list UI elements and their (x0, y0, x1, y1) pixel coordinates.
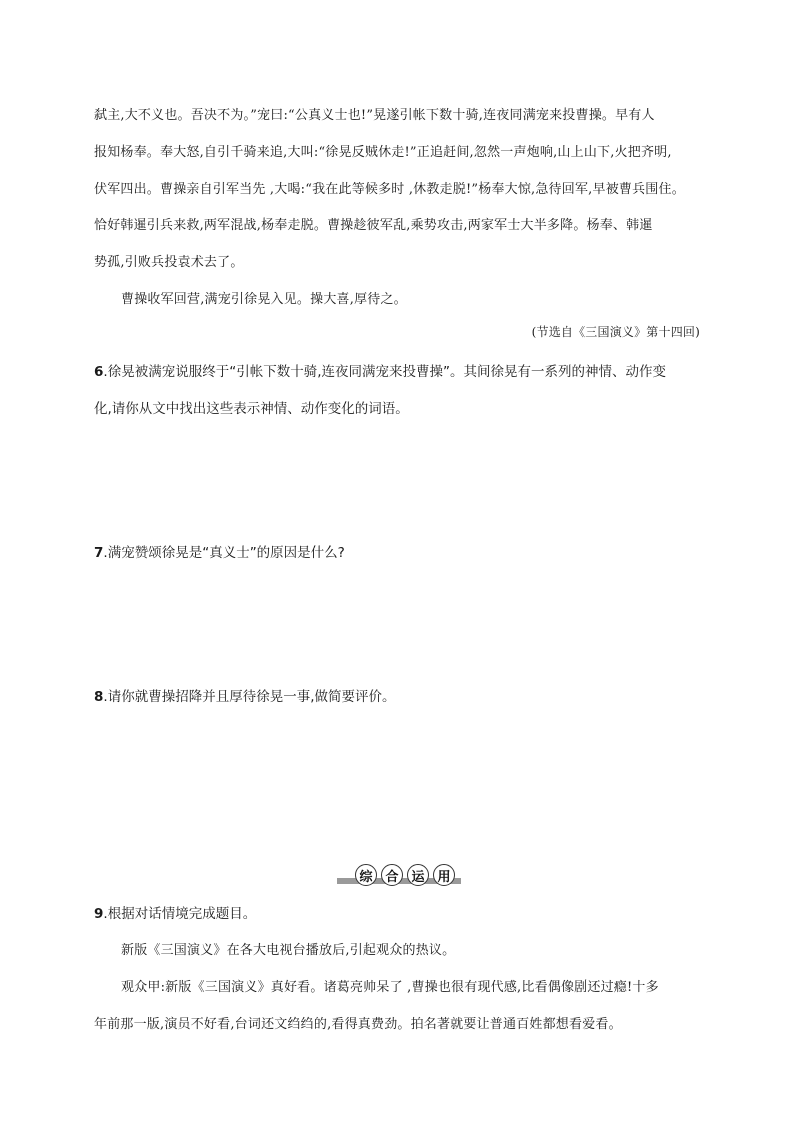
section-banner-comprehensive-application (337, 864, 461, 888)
dialogue-line: 年前那一版,演员不好看,台词还文绉绉的,看得真费劲。拍名著就要让普通百姓都想看爱看。 (94, 1017, 622, 1032)
passage-source: (节选自《三国演义》第十四回) (531, 325, 700, 339)
question-text: .根据对话情境完成题目。 (103, 906, 257, 922)
question-6-continued: 化,请你从文中找出这些表示神情、动作变化的词语。 (94, 401, 409, 417)
banner-char: 综 (355, 864, 377, 886)
banner-char: 合 (381, 864, 403, 886)
passage-closing: 曹操收军回营,满宠引徐晃入见。操大喜,厚待之。 (121, 292, 407, 307)
dialogue-line: 观众甲:新版《三国演义》真好看。诸葛亮帅呆了 ,曹操也很有现代感,比看偶像剧还过瘾!十多 (121, 980, 659, 995)
question-number: 6 (94, 364, 104, 380)
passage-line: 恰好韩暹引兵来救,两军混战,杨奉走脱。曹操趁彼军乱,乘势攻击,两家军士大半多降。杨奉、韩暹 (94, 218, 653, 233)
passage-line: 伏军四出。曹操亲自引军当先 ,大喝:“我在此等候多时 ,休教走脱!”杨奉大惊,急待回军,早被曹兵围住。 (94, 182, 685, 197)
passage-line: 弑主,大不义也。吾决不为。”宠曰:“公真义士也!”晃遂引帐下数十骑,连夜同满宠来投曹操。早有人 (94, 108, 655, 123)
banner-char: 运 (407, 864, 429, 886)
question-7 (94, 541, 345, 561)
banner-char: 用 (433, 864, 455, 886)
banner-title (355, 864, 455, 886)
question-text: .请你就曹操招降并且厚待徐晃一事,做简要评价。 (103, 689, 396, 705)
passage-line: 报知杨奉。奉大怒,自引千骑来追,大叫:“徐晃反贼休走!”正追赶间,忽然一声炮响,山上山下,火把齐明, (94, 145, 672, 160)
question-9 (94, 902, 256, 922)
question-text: .徐晃被满宠说服终于“引帐下数十骑,连夜同满宠来投曹操”。其间徐晃有一系列的神情、动作变 (103, 364, 666, 380)
context-line: 新版《三国演义》在各大电视台播放后,引起观众的热议。 (121, 943, 456, 958)
question-number: 7 (94, 545, 104, 561)
question-number: 9 (94, 906, 104, 922)
question-8 (94, 685, 396, 705)
question-6 (94, 360, 666, 380)
passage-line: 势孤,引败兵投袁术去了。 (94, 255, 244, 270)
question-text: .满宠赞颂徐晃是“真义士”的原因是什么? (103, 545, 345, 561)
question-number: 8 (94, 689, 104, 705)
